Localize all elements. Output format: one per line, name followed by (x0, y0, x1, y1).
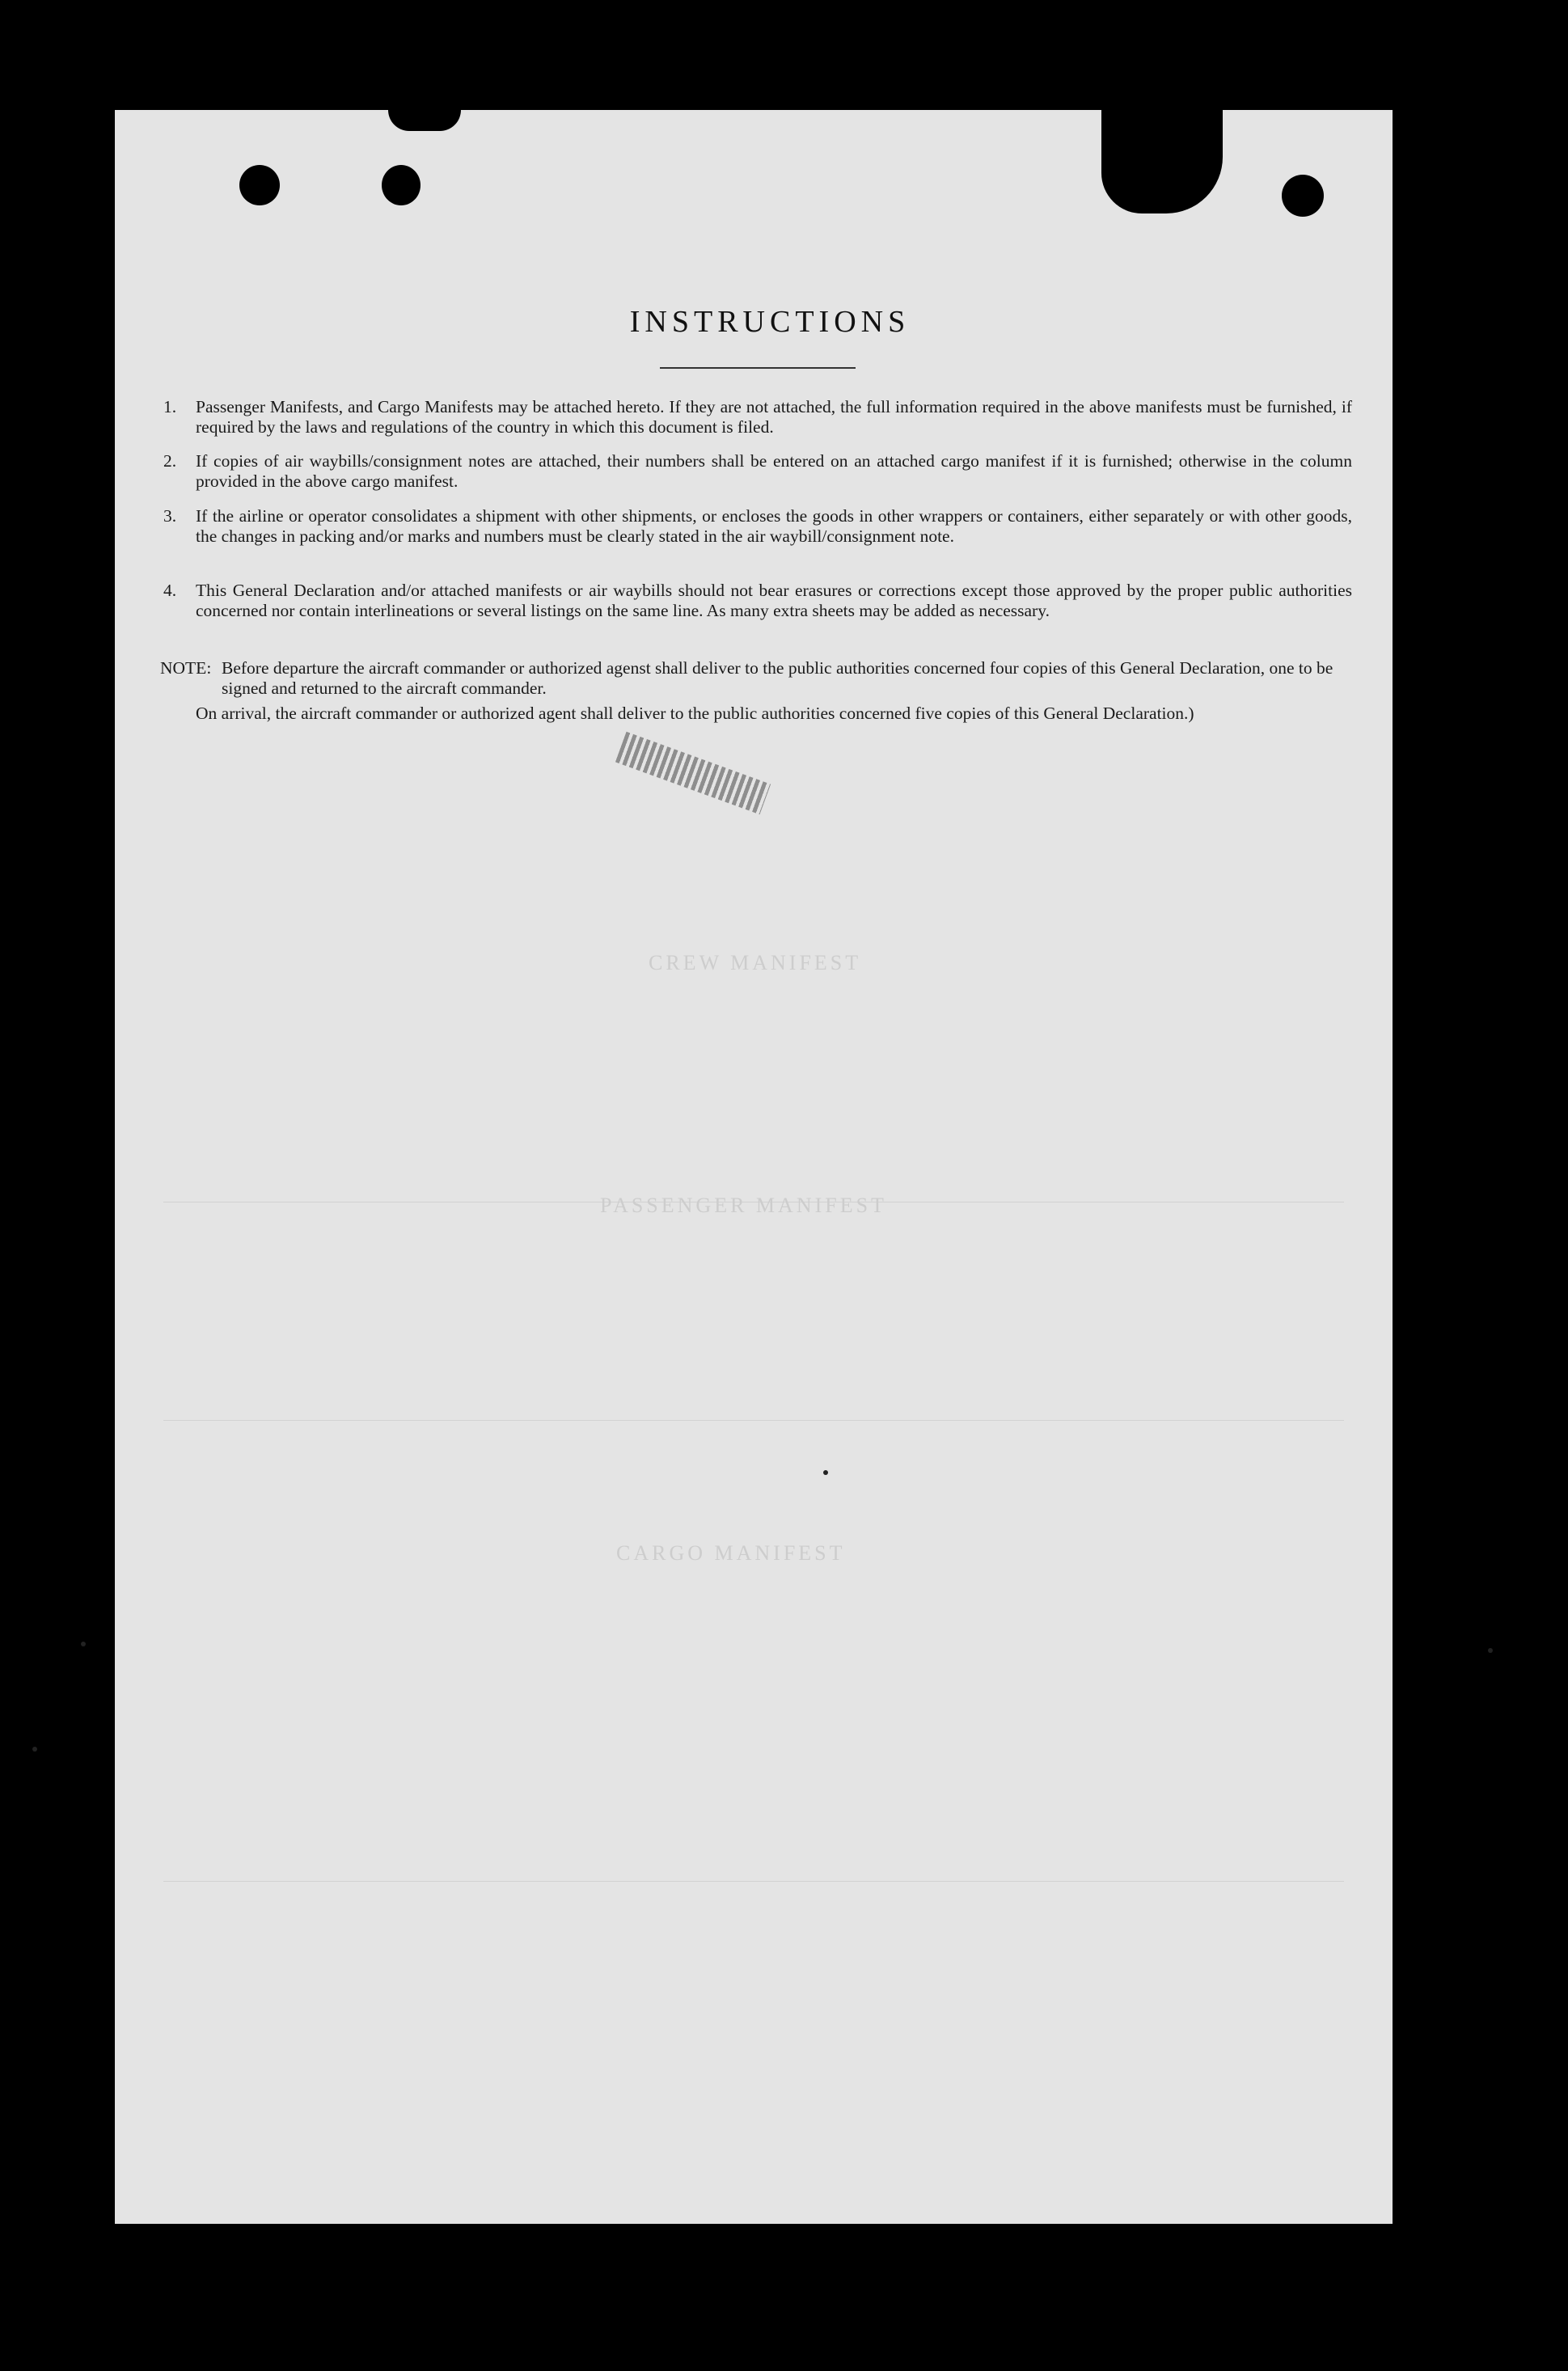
speck (1488, 1648, 1493, 1653)
torn-notch-right (1101, 110, 1223, 213)
show-through-crew-manifest: CREW MANIFEST (649, 951, 862, 974)
punch-hole-right (1282, 175, 1324, 217)
instruction-text: Passenger Manifests, and Cargo Manifests may be attached hereto. If they are not attached, the full information required in the above manifests must be furnished, if required by the laws and regulations of the country in which this document is filed. (196, 397, 1352, 437)
show-through-passenger-manifest: PASSENGER MANIFEST (600, 1194, 887, 1217)
title-underline (660, 367, 856, 369)
instruction-item (163, 506, 1352, 567)
show-through-rule (163, 1420, 1344, 1421)
instruction-item (163, 581, 1352, 641)
instruction-text: If copies of air waybills/consignment notes are attached, their numbers shall be entered on an attached cargo manifest if it is furnished; otherwise in the column provided in the above cargo manifest. (196, 451, 1352, 491)
torn-notch-left (388, 110, 461, 131)
document-page (115, 110, 1393, 2224)
punch-hole-center-left (382, 165, 421, 205)
punch-hole-left (239, 165, 280, 205)
instruction-number: 1. (163, 397, 177, 416)
speck (81, 1642, 86, 1646)
instruction-number: 4. (163, 581, 177, 600)
note-departure (160, 658, 1354, 699)
instruction-text: If the airline or operator consolidates a shipment with other shipments, or encloses the goods in other wrappers or containers, either separately or with other goods, the changes in packing and/or marks and numbers must be clearly stated in the air waybill/consignment note. (196, 506, 1352, 546)
note-arrival-text: On arrival, the aircraft commander or authorized agent shall deliver to the public authorities concerned five copies of this General Declaration.) (196, 704, 1194, 723)
note-departure-text: Before departure the aircraft commander or authorized agenst shall deliver to the public authorities concerned four copies of this General Declaration, one to be signed and returned to the aircraft commander. (222, 658, 1333, 698)
rubber-stamp-mark (615, 732, 771, 815)
instruction-item (163, 397, 1352, 437)
speck (32, 1747, 37, 1752)
note-label: NOTE: (160, 658, 212, 678)
show-through-cargo-manifest: CARGO MANIFEST (616, 1541, 846, 1565)
page-title: INSTRUCTIONS (629, 305, 911, 339)
instruction-number: 2. (163, 451, 177, 471)
show-through-rule (163, 1881, 1344, 1882)
instruction-text: This General Declaration and/or attached manifests or air waybills should not bear erasures or corrections except those approved by the proper public authorities concerned nor contain interlineations or several listings on the same line. As many extra sheets may be added as necessary. (196, 581, 1352, 620)
instruction-item (163, 451, 1352, 492)
note-arrival (160, 704, 1354, 744)
instruction-number: 3. (163, 506, 177, 526)
speck (823, 1470, 828, 1475)
